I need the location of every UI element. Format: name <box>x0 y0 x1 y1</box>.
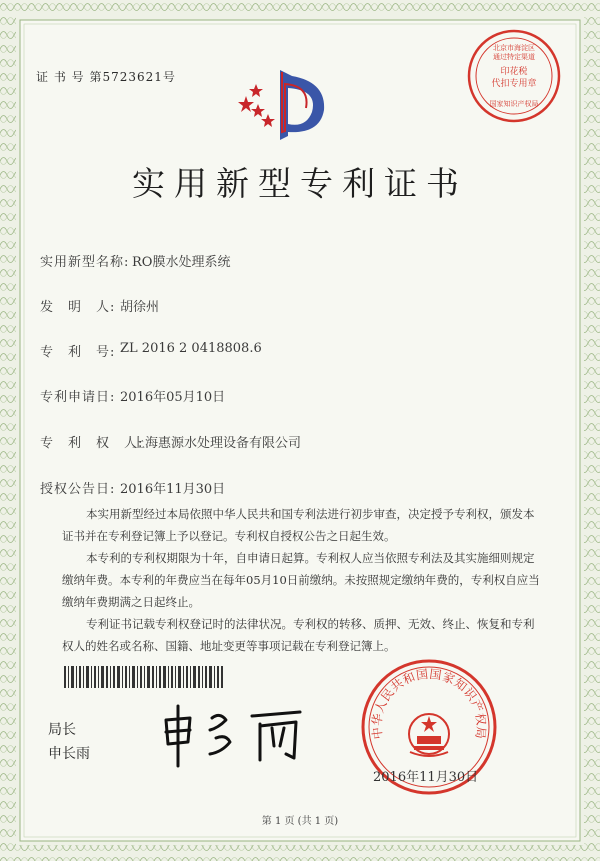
certificate-body <box>62 503 542 657</box>
field-value-application-date: 2016年05月10日 <box>120 390 226 405</box>
page-number: 第 1 页 (共 1 页) <box>261 816 339 827</box>
field-label-patent-number: 专 利 号: <box>40 345 116 360</box>
field-value-inventor: 胡徐州 <box>120 300 160 315</box>
seal-text: 中华人民共和国国家知识产权局 <box>369 666 489 741</box>
field-value-patentee: 上海惠源水处理设备有限公司 <box>132 436 302 451</box>
tax-stamp-line-5: 国家知识产权局 <box>489 100 539 108</box>
field-label-application-date: 专利申请日: <box>40 390 116 405</box>
patent-office-logo <box>232 62 328 146</box>
tax-stamp-line-3: 印花税 <box>500 67 528 77</box>
field-value-announcement-date: 2016年11月30日 <box>120 482 226 497</box>
body-paragraph: 本实用新型经过本局依照中华人民共和国专利法进行初步审查，决定授予专利权，颁发本证书并在专利登记簿上予以登记。专利权自授权公告之日起生效。 <box>62 507 535 543</box>
tax-stamp <box>466 28 562 124</box>
tax-stamp-line-2: 通过特定渠道 <box>493 53 535 61</box>
body-paragraph: 本专利的专利权期限为十年，自申请日起算。专利权人应当依照专利法及其实施细则规定缴纳年费。本专利的年费应当在每年05月10日前缴纳。未按照规定缴纳年费的，专利权自应当缴纳年费期满之日起终止。 <box>62 551 540 609</box>
tax-stamp-line-4: 代扣专用章 <box>491 79 537 89</box>
director-name: 申长雨 <box>48 746 90 762</box>
tax-stamp-line-1: 北京市海淀区 <box>493 44 535 52</box>
issue-date: 2016年11月30日 <box>373 770 479 785</box>
body-paragraph: 专利证书记载专利权登记时的法律状况。专利权的转移、质押、无效、终止、恢复和专利权人的姓名或名称、国籍、地址变更等事项记载在专利登记簿上。 <box>62 617 535 653</box>
field-label-announcement-date: 授权公告日: <box>40 482 116 497</box>
field-label-name: 实用新型名称: <box>40 255 130 270</box>
certificate-title: 实用新型专利证书 <box>132 164 468 203</box>
director-title: 局长 <box>48 722 76 738</box>
field-value-patent-number: ZL 2016 2 0418808.6 <box>120 341 262 356</box>
field-label-inventor: 发 明 人: <box>40 300 116 315</box>
certificate-number: 证 书 号 第5723621号 <box>36 70 176 84</box>
field-label-patentee: 专 利 权 人: <box>40 436 144 451</box>
barcode <box>64 666 224 688</box>
field-value-name: RO膜水处理系统 <box>132 255 231 270</box>
handwritten-signature <box>160 700 310 772</box>
